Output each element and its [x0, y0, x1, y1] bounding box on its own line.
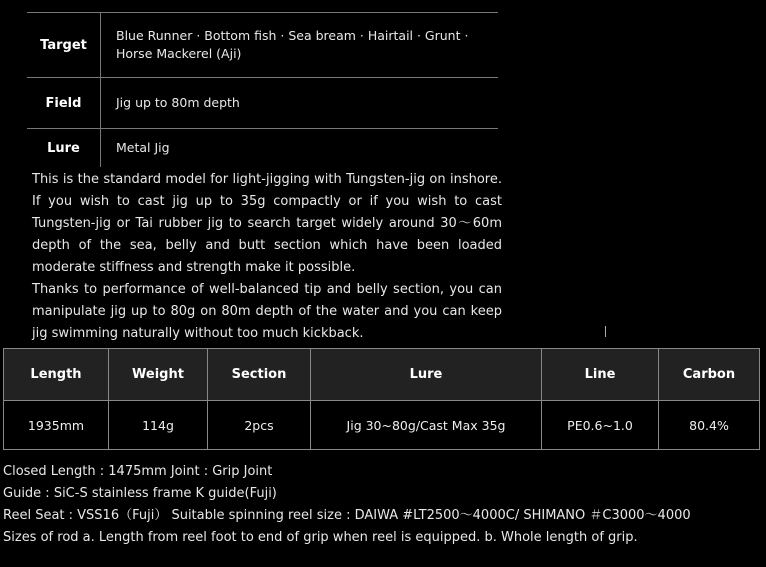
spec-header-section: Section — [208, 349, 311, 401]
spec-value-line: PE0.6~1.0 — [542, 401, 659, 450]
info-row-field — [27, 78, 498, 129]
info-value-lure: Metal Jig — [116, 140, 170, 155]
spec-value-row — [4, 401, 760, 450]
note-closed-length: Closed Length : 1475mm Joint : Grip Joint — [3, 464, 273, 479]
spec-value-length: 1935mm — [4, 401, 109, 450]
spec-header-length: Length — [4, 349, 109, 401]
spec-header-line: Line — [542, 349, 659, 401]
spec-header-carbon: Carbon — [659, 349, 760, 401]
spec-value-weight: 114g — [109, 401, 208, 450]
description-paragraph: Thanks to performance of well-balanced tip and belly section, you can manipulate jig up to 80g on 80m depth of the water and you can keep jig swimming naturally without too much kickback. — [32, 282, 502, 341]
description-paragraph: This is the standard model for light-jigging with Tungsten-jig on inshore. If you wish to cast jig up to 35g compactly or if you wish to cast Tungsten-jig or Tai rubber jig to search target widely around 30～60m depth of the sea, belly and butt section which have been loaded moderate stiffness and strength make it possible. — [32, 172, 502, 275]
info-label-field: Field — [27, 78, 101, 128]
info-row-target — [27, 12, 498, 78]
spec-header-row — [4, 349, 760, 401]
info-table — [27, 0, 498, 167]
info-row-lure — [27, 129, 498, 167]
note-reel-seat: Reel Seat : VSS16（Fuji） Suitable spinning reel size : DAIWA #LT2500～4000C/ SHIMANO ＃C3000～4000 — [3, 508, 691, 523]
spec-value-carbon: 80.4% — [659, 401, 760, 450]
info-label-lure: Lure — [27, 129, 101, 167]
note-sizes: Sizes of rod a. Length from reel foot to end of grip when reel is equipped. b. Whole length of grip. — [3, 530, 638, 545]
note-guide: Guide : SiC-S stainless frame K guide(Fuji) — [3, 486, 277, 501]
spec-header-weight: Weight — [109, 349, 208, 401]
product-description — [32, 169, 502, 345]
spec-notes — [3, 461, 763, 549]
spec-value-lure: Jig 30~80g/Cast Max 35g — [311, 401, 542, 450]
info-value-target: Blue Runner · Bottom fish · Sea bream · Hairtail · Grunt · Horse Mackerel (Aji) — [116, 28, 469, 61]
info-value-field: Jig up to 80m depth — [116, 95, 240, 110]
spec-value-section: 2pcs — [208, 401, 311, 450]
info-label-target: Target — [27, 13, 101, 77]
spec-header-lure: Lure — [311, 349, 542, 401]
spec-table — [3, 348, 760, 450]
text-cursor — [605, 326, 606, 337]
